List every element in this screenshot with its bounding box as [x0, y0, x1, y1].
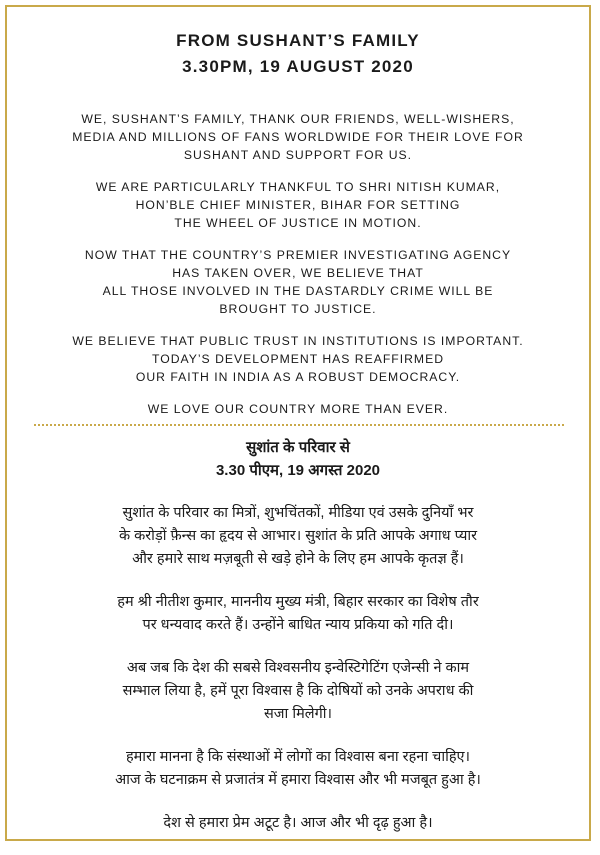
- text-line: BROUGHT TO JUSTICE.: [219, 302, 377, 316]
- english-paragraph-closing: [8, 400, 588, 418]
- english-paragraph-agency: [8, 246, 588, 318]
- text-line: WE BELIEVE THAT PUBLIC TRUST IN INSTITUTIONS IS IMPORTANT.: [72, 334, 524, 348]
- text-line: WE, SUSHANT’S FAMILY, THANK OUR FRIENDS, WELL-WISHERS,: [81, 112, 515, 126]
- text-line: हमारा मानना है कि संस्थाओं में लोगों का विश्वास बना रहना चाहिए।: [125, 749, 471, 765]
- text-line: OUR FAITH IN INDIA AS A ROBUST DEMOCRACY.: [135, 370, 461, 384]
- hindi-statement: [8, 434, 588, 855]
- english-paragraph-public-trust: [8, 332, 588, 386]
- hindi-paragraph-thanks: [8, 502, 588, 571]
- text-line: NOW THAT THE COUNTRY’S PREMIER INVESTIGATING AGENCY: [84, 248, 512, 262]
- hindi-title: सुशांत के परिवार से: [246, 439, 350, 456]
- text-line: सजा मिलेगी।: [263, 706, 333, 722]
- english-statement: [8, 0, 588, 432]
- text-line: MEDIA AND MILLIONS OF FANS WORLDWIDE FOR THEIR LOVE FOR: [72, 130, 524, 144]
- hindi-paragraph-closing: [8, 812, 588, 835]
- hindi-date-time: 3.30 पीएम, 19 अगस्त 2020: [215, 462, 381, 479]
- text-line: अब जब कि देश की सबसे विश्वसनीय इन्वेस्टिगेटिंग एजेन्सी ने काम: [126, 660, 470, 676]
- text-line: हम श्री नीतीश कुमार, माननीय मुख्य मंत्री, बिहार सरकार का विशेष तौर: [117, 594, 479, 610]
- english-paragraph-chief-minister: [8, 178, 588, 232]
- text-line: WE ARE PARTICULARLY THANKFUL TO SHRI NITISH KUMAR,: [95, 180, 501, 194]
- text-line: सुशांत के परिवार का मित्रों, शुभचिंतकों, मीडिया एवं उसके दुनियाँ भर: [122, 505, 474, 521]
- text-line: पर धन्यवाद करते हैं। उन्होंने बाधित न्याय प्रकिया को गति दी।: [142, 617, 454, 633]
- hindi-paragraph-chief-minister: [8, 591, 588, 637]
- text-line: WE LOVE OUR COUNTRY MORE THAN EVER.: [147, 402, 449, 416]
- hindi-body: [8, 502, 588, 835]
- text-line: आज के घटनाक्रम से प्रजातंत्र में हमारा विश्वास और भी मजबूत हुआ है।: [115, 772, 481, 788]
- text-line: के करोड़ों फ़ैन्स का हृदय से आभार। सुशांत के प्रति आपके अगाध प्यार: [118, 528, 478, 544]
- english-body: [8, 110, 588, 418]
- text-line: HON’BLE CHIEF MINISTER, BIHAR FOR SETTING: [135, 198, 461, 212]
- hindi-paragraph-public-trust: [8, 746, 588, 792]
- dotted-divider: [34, 424, 564, 426]
- text-line: SUSHANT AND SUPPORT FOR US.: [183, 148, 413, 162]
- text-line: TODAY’S DEVELOPMENT HAS REAFFIRMED: [151, 352, 444, 366]
- english-title: FROM SUSHANT’S FAMILY: [176, 31, 420, 50]
- text-line: और हमारे साथ मज़बूती से खड़े होने के लिए हम आपके कृतज्ञ हैं।: [132, 551, 464, 567]
- text-line: HAS TAKEN OVER, WE BELIEVE THAT: [172, 266, 424, 280]
- text-line: सम्भाल लिया है, हमें पूरा विश्वास है कि दोषियों को उनके अपराध की: [122, 683, 474, 699]
- english-date-time: 3.30PM, 19 AUGUST 2020: [182, 57, 414, 76]
- text-line: देश से हमारा प्रेम अटूट है। आज और भी दृढ़ हुआ है।: [163, 815, 433, 831]
- english-paragraph-thanks: [8, 110, 588, 164]
- text-line: THE WHEEL OF JUSTICE IN MOTION.: [174, 216, 422, 230]
- hindi-paragraph-agency: [8, 657, 588, 726]
- text-line: ALL THOSE INVOLVED IN THE DASTARDLY CRIME WILL BE: [102, 284, 494, 298]
